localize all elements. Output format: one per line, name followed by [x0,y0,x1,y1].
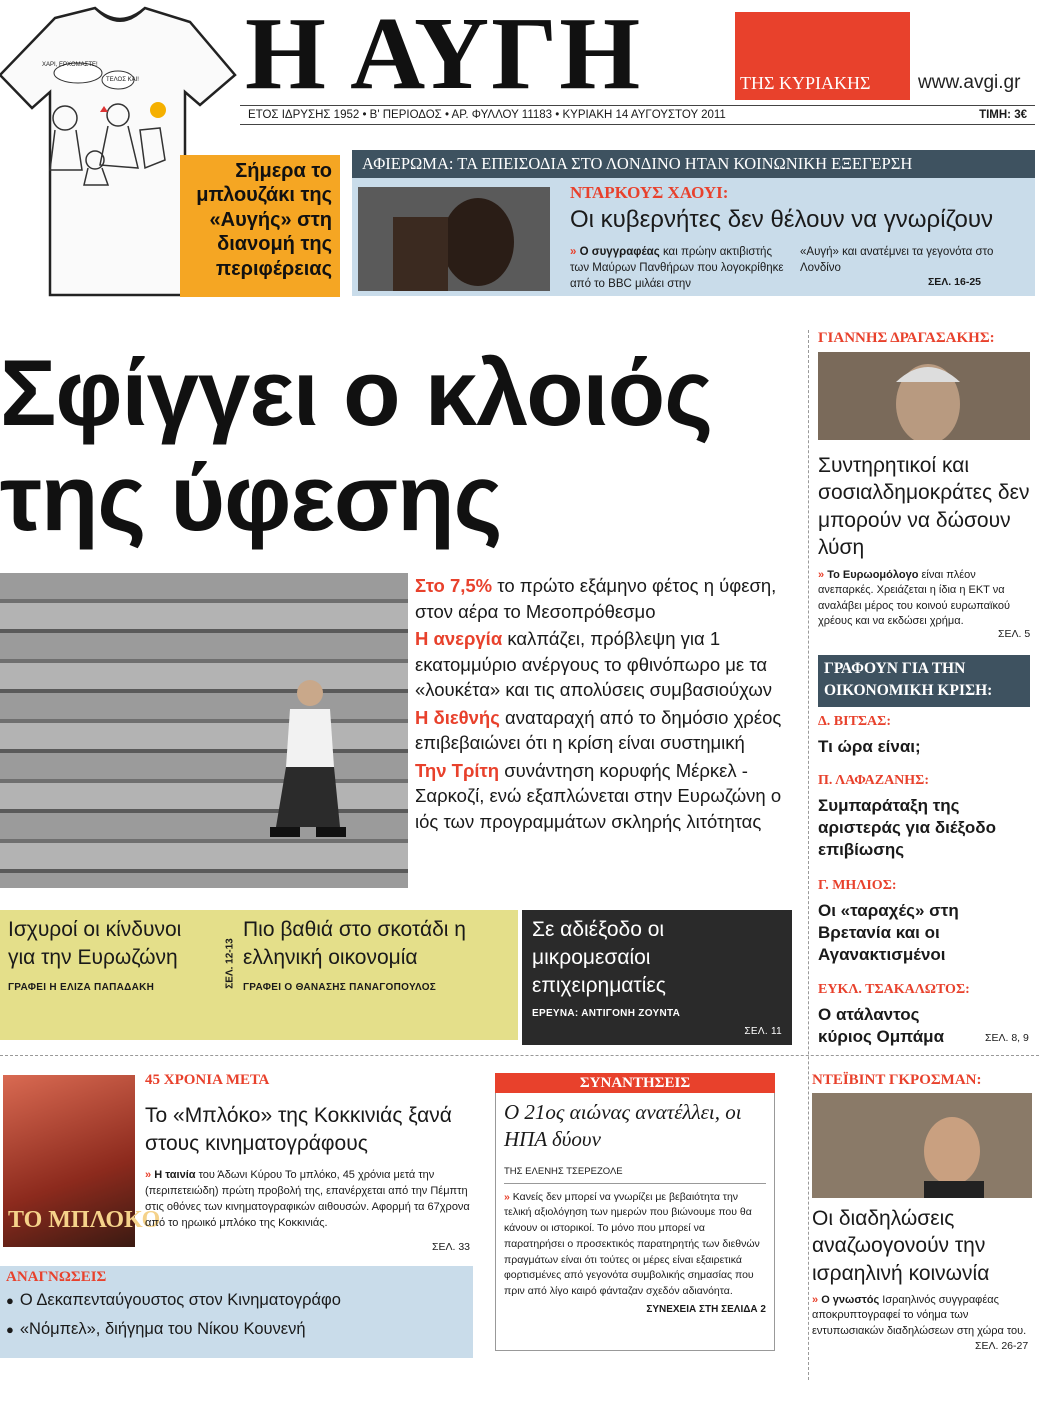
masthead-title: Η ΑΥΓΗ [245,0,643,111]
main-bullets [415,573,795,836]
masthead-subtitle: ΤΗΣ ΚΥΡΙΑΚΗΣ [740,73,871,93]
film-text: » Η ταινία του Άδωνι Κύρου Το μπλόκο, 45 χρόνια μετά την (περιπετειώδη) πρώτη προβολή της, επανέρχεται από την Πέμπτη στις οθόνες των κινηματογραφικών αιθουσών. Αφορμή τα 67χρονα από το ηρωικό μπλόκο της Κοκκινιάς. [145,1169,470,1229]
price: ΤΙΜΗ: 3€ [979,109,1027,121]
column-title-2[interactable]: Συμπαράταξη της αριστεράς για διέξοδο επιβίωσης [818,796,997,860]
grossman-kicker: ΝΤΕΪΒΙΝΤ ΓΚΡΟΣΜΑΝ: [812,1072,982,1088]
film-headline[interactable]: Το «Μπλόκο» της Κοκκινιάς ξανά στους κινηματογράφους [145,1104,452,1155]
seated-man-figure [268,677,348,847]
feature-page-ref[interactable]: ΣΕΛ. 16-25 [928,276,981,288]
darcus-howe-photo [358,187,550,291]
sme-headline: Σε αδιέξοδο οι μικρομεσαίοι επιχειρηματίες [532,918,666,997]
column-title-3[interactable]: Οι «ταραχές» στη Βρετανία και οι Αγανακτισμένοι [818,901,959,965]
dragasakis-kicker: ΓΙΑΝΝΗΣ ΔΡΑΓΑΣΑΚΗΣ: [818,330,995,346]
meetings-box [495,1093,775,1351]
grossman-page-ref[interactable]: ΣΕΛ. 26-27 [975,1340,1029,1352]
dateline [240,105,1035,125]
film-poster-title: ΤΟ ΜΠΛΟΚΟ [8,1207,161,1233]
columns-banner: ΓΡΑΦΟΥΝ ΓΙΑ ΤΗΝ ΟΙΚΟΝΟΜΙΚΗ ΚΡΙΣΗ: [818,655,1030,707]
readings-box [0,1266,473,1358]
bullet-4: Την Τρίτη συνάντηση κορυφής Μέρκελ - Σαρκοζί, ενώ εξαπλώνεται στην Ευρωζώνη ο ιός των προγραμμάτων σκληρής λιτότητας [415,759,782,832]
dragasakis-page-ref[interactable]: ΣΕΛ. 5 [998,628,1031,640]
meetings-text: » Κανείς δεν μπορεί να γνωρίζει με βεβαιότητα την τελική αξιολόγηση των ημερών που βιώνουμε που θα κάνουν οι ιστορικοί. Το μόνο που μπορεί να παρατηρήσει ο προσεκτικός παρατηρητής των διεθνών πραγμάτων είναι ότι τούτες οι μέρες είναι εξαιρετικά φορτισμένες από γεγονότα συμβολικής σημασίας που πριν από λίγο καιρό φάνταζαν σχεδόν αδιανόητα. [504,1190,760,1298]
meetings-tag: ΣΥΝΑΝΤΗΣΕΙΣ [495,1073,775,1093]
film-page-ref[interactable]: ΣΕΛ. 33 [432,1241,471,1253]
website-link[interactable]: www.avgi.gr [918,72,1021,93]
meetings-headline[interactable]: Ο 21ος αιώνας ανατέλλει, οι ΗΠΑ δύουν [504,1100,742,1152]
sme-box[interactable] [522,910,792,1045]
dragasakis-photo [818,352,1030,440]
column-name-3: Γ. ΜΗΛΙΟΣ: [818,878,897,893]
main-headline[interactable]: Σφίγγει ο κλοιός της ύφεσης [0,340,713,551]
columns-page-ref[interactable]: ΣΕΛ. 8, 9 [985,1032,1029,1044]
economy-author: ΓΡΑΦΕΙ Ο ΘΑΝΑΣΗΣ ΠΑΝΑΓΟΠΟΥΛΟΣ [243,981,437,993]
eurozone-box[interactable] [0,910,213,1040]
bullet-2: Η ανεργία καλπάζει, πρόβλεψη για 1 εκατομμύριο ανέργους το φθινόπωρο με τα «λουκέτα» και τις απολύσεις συμβασιούχων [415,628,773,701]
feature-banner: ΑΦΙΕΡΩΜΑ: ΤΑ ΕΠΕΙΣΟΔΙΑ ΣΤΟ ΛΟΝΔΙΝΟ ΗΤΑΝ ΚΟΙΝΩΝΙΚΗ ΕΞΕΓΕΡΣΗ [352,150,1035,178]
film-kicker: 45 ΧΡΟΝΙΑ ΜΕΤΑ [145,1072,270,1088]
reading-item-2[interactable]: ● «Νόμπελ», διήγημα του Νίκου Κουνενή [6,1315,467,1344]
dragasakis-text: » Το Ευρωομόλογο είναι πλέον ανεπαρκές. Χρειάζεται η ίδια η ΕΚΤ να αναλάβει μέρος του κοινού ευρωπαϊκού χρέους και να εκδώσει χρήμα. [818,569,1010,628]
shirt-bubble-1: ΧΑΡΙ, ΕΡΧΟΜΑΣΤΕ! [42,62,98,68]
column-title-4[interactable]: Ο ατάλαντος κύριος Ομπάμα [818,1005,945,1047]
column-divider [808,330,809,1380]
economy-box[interactable] [213,910,518,1040]
dragasakis-headline[interactable]: Συντηρητικοί και σοσιαλδημοκράτες δεν μπορούν να δώσουν λύση [818,454,1030,559]
eurozone-author: ΓΡΑΦΕΙ Η ΕΛΙΖΑ ΠΑΠΑΔΑΚΗ [8,981,155,993]
column-name-4: ΕΥΚΛ. ΤΣΑΚΑΛΩΤΟΣ: [818,982,970,997]
meetings-author: ΤΗΣ ΕΛΕΝΗΣ ΤΣΕΡΕΖΟΛΕ [504,1166,766,1184]
column-name-2: Π. ΛΑΦΑΖΑΝΗΣ: [818,773,930,788]
meetings-continue[interactable]: ΣΥΝΕΧΕΙΑ ΣΤΗ ΣΕΛΙΔΑ 2 [646,1303,766,1315]
column-name-1: Δ. ΒΙΤΣΑΣ: [818,714,891,729]
eurozone-headline: Ισχυροί οι κίνδυνοι για την Ευρωζώνη [8,918,182,969]
feature-kicker: ΝΤΑΡΚΟΥΣ ΧΑΟΥΙ: [570,183,729,202]
column-title-1[interactable]: Τι ώρα είναι; [818,737,921,756]
feature-lede-cont: «Αυγή» και ανατέμνει τα γεγονότα στο Λονδίνο [800,246,994,275]
bullet-3: Η διεθνής αναταραχή από το δημόσιο χρέος επιβεβαιώνει ότι η κρίση είναι συστημική [415,706,782,754]
shirt-bubble-2: ΤΕΛΟΣ ΚΑΙ! [106,77,139,83]
reading-item-1[interactable]: ● Ο Δεκαπενταύγουστος στον Κινηματογράφο [6,1286,467,1315]
sme-page-ref: ΣΕΛ. 11 [744,1026,782,1037]
issue-info: ΕΤΟΣ ΙΔΡΥΣΗΣ 1952 • Β' ΠΕΡΙΟΔΟΣ • ΑΡ. ΦΥΛΛΟΥ 11183 • ΚΥΡΙΑΚΗ 14 ΑΥΓΟΥΣΤΟΥ 2011 [248,109,726,121]
feature-lede: » Ο συγγραφέας και πρώην ακτιβιστής των Μαύρων Πανθήρων που λογοκρίθηκε από το BBC μιλάει στην [570,246,784,291]
bottom-divider [0,1055,1039,1056]
bullet-1: Στο 7,5% το πρώτο εξάμηνο φέτος η ύφεση, στον αέρα το Μεσοπρόθεσμο [415,575,777,622]
tshirt-promo-text: Σήμερα το μπλουζάκι της «Αυγής» στη διανομή της περιφέρειας [180,155,340,297]
feature-headline[interactable]: Οι κυβερνήτες δεν θέλουν να γνωρίζουν [570,206,993,233]
grossman-photo [812,1093,1032,1198]
boxes-page-ref: ΣΕΛ. 12-13 [224,938,236,989]
economy-headline: Πιο βαθιά στο σκοτάδι η ελληνική οικονομία [243,918,466,969]
grossman-headline[interactable]: Οι διαδηλώσεις αναζωογονούν την ισραηλινή κοινωνία [812,1207,990,1285]
grossman-text: » Ο γνωστός Ισραηλινός συγγραφέας αποκρυπτογραφεί το νόημα των εντυπωσιακών διαδηλώσεων στη χώρα του. [812,1294,1027,1337]
sme-author: ΕΡΕΥΝΑ: ΑΝΤΙΓΟΝΗ ΖΟΥΝΤΑ [532,1007,681,1019]
readings-heading: ΑΝΑΓΝΩΣΕΙΣ [6,1269,107,1285]
